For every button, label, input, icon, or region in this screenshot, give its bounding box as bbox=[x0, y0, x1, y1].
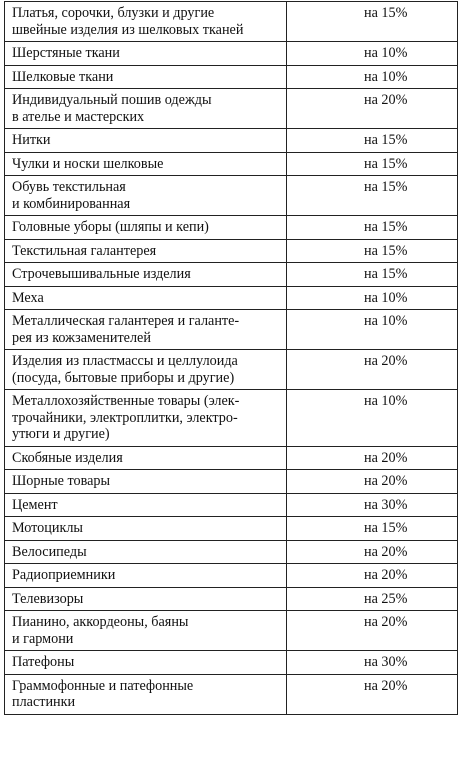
price-reduction-cell: на 15% bbox=[287, 129, 458, 153]
table-row bbox=[5, 65, 458, 89]
table-row bbox=[5, 564, 458, 588]
product-name-cell: Шорные товары bbox=[5, 470, 287, 494]
table-row bbox=[5, 651, 458, 675]
price-reduction-cell: на 15% bbox=[287, 263, 458, 287]
price-reduction-cell: на 25% bbox=[287, 587, 458, 611]
product-name-cell: Велосипеды bbox=[5, 540, 287, 564]
price-reduction-cell: на 15% bbox=[287, 152, 458, 176]
product-name-cell: Меха bbox=[5, 286, 287, 310]
product-name-cell: Индивидуальный пошив одежды в ателье и мастерских bbox=[5, 89, 287, 129]
table-row bbox=[5, 540, 458, 564]
product-name-cell: Изделия из пластмассы и целлулоида (посуда, бытовые приборы и другие) bbox=[5, 350, 287, 390]
price-reduction-cell: на 15% bbox=[287, 216, 458, 240]
table-row bbox=[5, 129, 458, 153]
table-row bbox=[5, 350, 458, 390]
table-row bbox=[5, 310, 458, 350]
price-reduction-cell: на 20% bbox=[287, 611, 458, 651]
product-name-cell: Обувь текстильная и комбинированная bbox=[5, 176, 287, 216]
product-name-cell: Граммофонные и патефонные пластинки bbox=[5, 674, 287, 714]
product-name-cell: Строчевышивальные изделия bbox=[5, 263, 287, 287]
price-reduction-cell: на 10% bbox=[287, 65, 458, 89]
price-reduction-cell: на 10% bbox=[287, 310, 458, 350]
table-row bbox=[5, 446, 458, 470]
price-reduction-table bbox=[4, 1, 458, 715]
price-reduction-cell: на 15% bbox=[287, 239, 458, 263]
price-reduction-cell: на 10% bbox=[287, 286, 458, 310]
table-row bbox=[5, 517, 458, 541]
table-row bbox=[5, 152, 458, 176]
price-reduction-cell: на 20% bbox=[287, 674, 458, 714]
product-name-cell: Металлохозяйственные товары (элек- трочайники, электроплитки, электро- утюги и другие) bbox=[5, 390, 287, 447]
price-reduction-cell: на 20% bbox=[287, 89, 458, 129]
price-reduction-cell: на 20% bbox=[287, 350, 458, 390]
product-name-cell: Скобяные изделия bbox=[5, 446, 287, 470]
table-row bbox=[5, 239, 458, 263]
product-name-cell: Платья, сорочки, блузки и другие швейные изделия из шелковых тканей bbox=[5, 2, 287, 42]
product-name-cell: Мотоциклы bbox=[5, 517, 287, 541]
table-row bbox=[5, 493, 458, 517]
table-row bbox=[5, 176, 458, 216]
table-row bbox=[5, 89, 458, 129]
product-name-cell: Шелковые ткани bbox=[5, 65, 287, 89]
product-name-cell: Шерстяные ткани bbox=[5, 42, 287, 66]
product-name-cell: Чулки и носки шелковые bbox=[5, 152, 287, 176]
price-reduction-cell: на 20% bbox=[287, 470, 458, 494]
table-row bbox=[5, 390, 458, 447]
product-name-cell: Радиоприемники bbox=[5, 564, 287, 588]
product-name-cell: Патефоны bbox=[5, 651, 287, 675]
table-body bbox=[5, 2, 458, 715]
price-reduction-cell: на 20% bbox=[287, 564, 458, 588]
table-row bbox=[5, 2, 458, 42]
table-row bbox=[5, 286, 458, 310]
table-row bbox=[5, 470, 458, 494]
product-name-cell: Нитки bbox=[5, 129, 287, 153]
product-name-cell: Головные уборы (шляпы и кепи) bbox=[5, 216, 287, 240]
price-reduction-cell: на 15% bbox=[287, 517, 458, 541]
table-row bbox=[5, 42, 458, 66]
table-row bbox=[5, 216, 458, 240]
table-row bbox=[5, 263, 458, 287]
product-name-cell: Металлическая галантерея и галанте- рея из кожзаменителей bbox=[5, 310, 287, 350]
product-name-cell: Цемент bbox=[5, 493, 287, 517]
product-name-cell: Текстильная галантерея bbox=[5, 239, 287, 263]
table-row bbox=[5, 611, 458, 651]
price-reduction-cell: на 30% bbox=[287, 651, 458, 675]
product-name-cell: Пианино, аккордеоны, баяны и гармони bbox=[5, 611, 287, 651]
price-reduction-cell: на 10% bbox=[287, 42, 458, 66]
table-row bbox=[5, 674, 458, 714]
price-reduction-cell: на 10% bbox=[287, 390, 458, 447]
price-reduction-cell: на 30% bbox=[287, 493, 458, 517]
product-name-cell: Телевизоры bbox=[5, 587, 287, 611]
price-reduction-cell: на 20% bbox=[287, 540, 458, 564]
table-row bbox=[5, 587, 458, 611]
price-reduction-cell: на 20% bbox=[287, 446, 458, 470]
price-reduction-cell: на 15% bbox=[287, 176, 458, 216]
price-reduction-cell: на 15% bbox=[287, 2, 458, 42]
